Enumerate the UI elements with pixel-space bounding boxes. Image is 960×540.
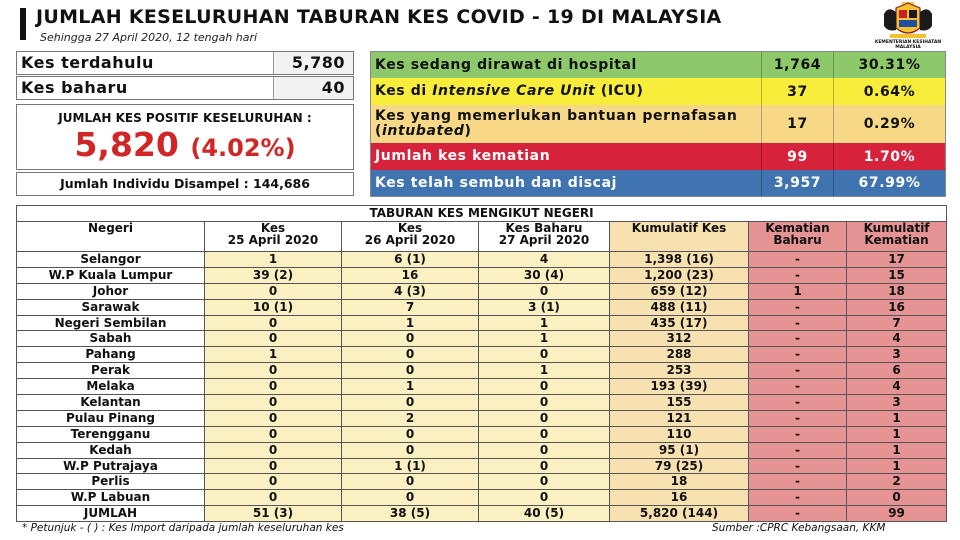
table-cell: - (749, 458, 847, 474)
table-cell: - (749, 379, 847, 395)
table-cell: 79 (25) (610, 458, 749, 474)
previous-cases-label: Kes terdahulu (21, 53, 154, 72)
table-row (17, 379, 947, 395)
status-row-hospital (371, 52, 945, 78)
status-label: Kes di Intensive Care Unit (ICU) (375, 83, 644, 99)
table-cell: 0 (479, 458, 610, 474)
table-cell: 3 (847, 395, 947, 411)
table-cell: 0 (479, 490, 610, 506)
table-cell: 0 (205, 395, 342, 411)
status-row-deaths (371, 143, 945, 170)
table-cell: - (749, 490, 847, 506)
table-cell: 3 (1) (479, 299, 610, 315)
table-cell: - (749, 267, 847, 283)
table-cell: 0 (342, 363, 479, 379)
table-row (17, 474, 947, 490)
table-row (17, 458, 947, 474)
table-cell: 1 (847, 442, 947, 458)
status-label: Kes sedang dirawat di hospital (375, 56, 637, 73)
table-cell: 288 (610, 347, 749, 363)
previous-cases-row (16, 51, 354, 75)
table-cell: - (749, 506, 847, 522)
table-cell: 1 (342, 379, 479, 395)
status-label: Kes telah sembuh dan discaj (375, 174, 618, 191)
table-cell: 1 (479, 363, 610, 379)
table-cell: 0 (342, 474, 479, 490)
table-cell: 0 (205, 410, 342, 426)
table-cell: 39 (2) (205, 267, 342, 283)
table-row (17, 299, 947, 315)
table-cell: 4 (3) (342, 283, 479, 299)
table-row (17, 490, 947, 506)
status-percent: 0.29% (833, 105, 945, 143)
state-name-cell: Kedah (17, 442, 205, 458)
table-cell: 0 (205, 474, 342, 490)
table-cell: - (749, 395, 847, 411)
table-cell: 1 (479, 315, 610, 331)
table-cell: 6 (1) (342, 252, 479, 268)
table-cell: 0 (342, 490, 479, 506)
table-cell: 435 (17) (610, 315, 749, 331)
table-cell: 0 (342, 442, 479, 458)
table-cell: 4 (479, 252, 610, 268)
state-name-cell: Melaka (17, 379, 205, 395)
status-row-icu (371, 78, 945, 105)
table-cell: - (749, 426, 847, 442)
table-row (17, 395, 947, 411)
new-cases-row (16, 76, 354, 100)
table-cell: 0 (205, 363, 342, 379)
state-name-cell: Negeri Sembilan (17, 315, 205, 331)
table-total-row (17, 506, 947, 522)
table-row (17, 442, 947, 458)
coat-of-arms-icon (866, 2, 950, 42)
table-cell: 16 (847, 299, 947, 315)
table-cell: 0 (205, 331, 342, 347)
state-name-cell: W.P Kuala Lumpur (17, 267, 205, 283)
table-cell: 30 (4) (479, 267, 610, 283)
table-cell: 659 (12) (610, 283, 749, 299)
table-cell: 0 (479, 347, 610, 363)
sampled-individuals: Jumlah Individu Disampel : 144,686 (16, 172, 354, 196)
table-cell: 0 (205, 315, 342, 331)
table-row (17, 410, 947, 426)
table-row (17, 283, 947, 299)
header-new-deaths: Kematian Baharu (749, 222, 847, 252)
table-cell: 0 (205, 442, 342, 458)
state-name-cell: Terengganu (17, 426, 205, 442)
table-cell: 4 (847, 379, 947, 395)
table-cell: - (749, 331, 847, 347)
table-cell: 1,398 (16) (610, 252, 749, 268)
table-cell: 1 (847, 410, 947, 426)
table-cell: 0 (479, 283, 610, 299)
table-row (17, 267, 947, 283)
table-cell: 0 (847, 490, 947, 506)
table-cell: 155 (610, 395, 749, 411)
new-cases-label: Kes baharu (21, 78, 128, 97)
header-27-april: Kes Baharu 27 April 2020 (479, 222, 610, 252)
status-number: 17 (761, 105, 833, 143)
table-cell: 1 (205, 252, 342, 268)
table-cell: 1 (847, 458, 947, 474)
table-row (17, 363, 947, 379)
table-cell: 15 (847, 267, 947, 283)
status-number: 1,764 (761, 52, 833, 78)
table-cell: 0 (479, 442, 610, 458)
status-percent: 1.70% (833, 143, 945, 170)
status-row-intubated (371, 105, 945, 143)
table-cell: 18 (610, 474, 749, 490)
status-label: Kes yang memerlukan bantuan pernafasan (intubated) (375, 108, 738, 139)
state-name-cell: Johor (17, 283, 205, 299)
state-name-cell: Pahang (17, 347, 205, 363)
table-cell: 2 (342, 410, 479, 426)
page-title: JUMLAH KESELURUHAN TABURAN KES COVID - 19 DI MALAYSIA (36, 6, 722, 28)
table-cell: 0 (479, 426, 610, 442)
table-cell: 1 (342, 315, 479, 331)
logo-caption: KEMENTERIAN KESIHATAN MALAYSIA (874, 40, 942, 50)
table-cell: 7 (847, 315, 947, 331)
table-cell: 0 (205, 490, 342, 506)
status-percent: 67.99% (833, 170, 945, 196)
table-cell: 0 (205, 426, 342, 442)
status-percent: 30.31% (833, 52, 945, 78)
title-accent-bar (20, 8, 26, 40)
table-cell: 17 (847, 252, 947, 268)
table-cell: 488 (11) (610, 299, 749, 315)
table-cell: 18 (847, 283, 947, 299)
total-positive-percent: (4.02%) (190, 134, 296, 162)
previous-cases-value: 5,780 (273, 52, 353, 74)
total-positive-value (17, 125, 353, 168)
table-cell: 121 (610, 410, 749, 426)
table-cell: 6 (847, 363, 947, 379)
table-cell: 193 (39) (610, 379, 749, 395)
table-cell: - (749, 315, 847, 331)
table-cell: 1,200 (23) (610, 267, 749, 283)
table-cell: 312 (610, 331, 749, 347)
header-cumulative: Kumulatif Kes (610, 222, 749, 252)
table-cell: 95 (1) (610, 442, 749, 458)
table-cell: 38 (5) (342, 506, 479, 522)
table-row (17, 426, 947, 442)
status-row-recovered (371, 170, 945, 196)
table-cell: 110 (610, 426, 749, 442)
status-number: 3,957 (761, 170, 833, 196)
state-name-cell: W.P Putrajaya (17, 458, 205, 474)
table-cell: 0 (479, 474, 610, 490)
header-25-april: Kes 25 April 2020 (205, 222, 342, 252)
footnote: * Petunjuk - ( ) : Kes Import daripada jumlah keseluruhan kes (22, 522, 344, 534)
table-cell: 99 (847, 506, 947, 522)
table-cell: 0 (342, 395, 479, 411)
table-cell: 1 (1) (342, 458, 479, 474)
status-number: 99 (761, 143, 833, 170)
state-name-cell: W.P Labuan (17, 490, 205, 506)
source-note: Sumber :CPRC Kebangsaan, KKM (712, 522, 886, 534)
state-name-cell: Selangor (17, 252, 205, 268)
table-cell: 51 (3) (205, 506, 342, 522)
table-cell: - (749, 347, 847, 363)
case-status-panel (370, 51, 946, 197)
total-positive-label: JUMLAH KES POSITIF KESELURUHAN : (58, 111, 312, 125)
table-cell: - (749, 474, 847, 490)
table-cell: 0 (479, 395, 610, 411)
table-cell: - (749, 363, 847, 379)
table-cell: 0 (205, 379, 342, 395)
table-cell: 0 (342, 331, 479, 347)
ministry-logo (866, 2, 950, 50)
state-name-cell: Perak (17, 363, 205, 379)
table-cell: - (749, 410, 847, 426)
page-subtitle: Sehingga 27 April 2020, 12 tengah hari (40, 31, 258, 44)
table-cell: 0 (342, 347, 479, 363)
state-name-cell: Sabah (17, 331, 205, 347)
table-cell: 4 (847, 331, 947, 347)
table-row (17, 331, 947, 347)
total-positive-number: 5,820 (74, 125, 179, 164)
state-name-cell: Pulau Pinang (17, 410, 205, 426)
table-cell: 0 (342, 426, 479, 442)
table-row (17, 252, 947, 268)
table-caption: TABURAN KES MENGIKUT NEGERI (17, 206, 947, 222)
table-cell: 0 (479, 379, 610, 395)
table-cell: - (749, 442, 847, 458)
new-cases-value: 40 (273, 77, 353, 99)
table-cell: 2 (847, 474, 947, 490)
status-percent: 0.64% (833, 78, 945, 105)
table-cell: 3 (847, 347, 947, 363)
state-distribution-table (16, 205, 947, 522)
table-row (17, 315, 947, 331)
table-cell: 40 (5) (479, 506, 610, 522)
state-name-cell: Kelantan (17, 395, 205, 411)
table-cell: - (749, 299, 847, 315)
table-cell: - (749, 252, 847, 268)
state-name-cell: Perlis (17, 474, 205, 490)
table-cell: 16 (610, 490, 749, 506)
table-cell: 1 (749, 283, 847, 299)
table-cell: 10 (1) (205, 299, 342, 315)
table-cell: 253 (610, 363, 749, 379)
table-cell: 1 (847, 426, 947, 442)
state-name-cell: JUMLAH (17, 506, 205, 522)
table-cell: 0 (205, 283, 342, 299)
table-header-row (17, 222, 947, 252)
header-26-april: Kes 26 April 2020 (342, 222, 479, 252)
table-row (17, 347, 947, 363)
table-cell: 0 (205, 458, 342, 474)
table-cell: 1 (205, 347, 342, 363)
table-cell: 7 (342, 299, 479, 315)
state-name-cell: Sarawak (17, 299, 205, 315)
table-cell: 0 (479, 410, 610, 426)
status-label: Jumlah kes kematian (375, 148, 551, 164)
header-cumulative-deaths: Kumulatif Kematian (847, 222, 947, 252)
total-positive-box (16, 104, 354, 170)
table-cell: 5,820 (144) (610, 506, 749, 522)
table-cell: 1 (479, 331, 610, 347)
header-state: Negeri (17, 222, 205, 252)
status-number: 37 (761, 78, 833, 105)
table-cell: 16 (342, 267, 479, 283)
